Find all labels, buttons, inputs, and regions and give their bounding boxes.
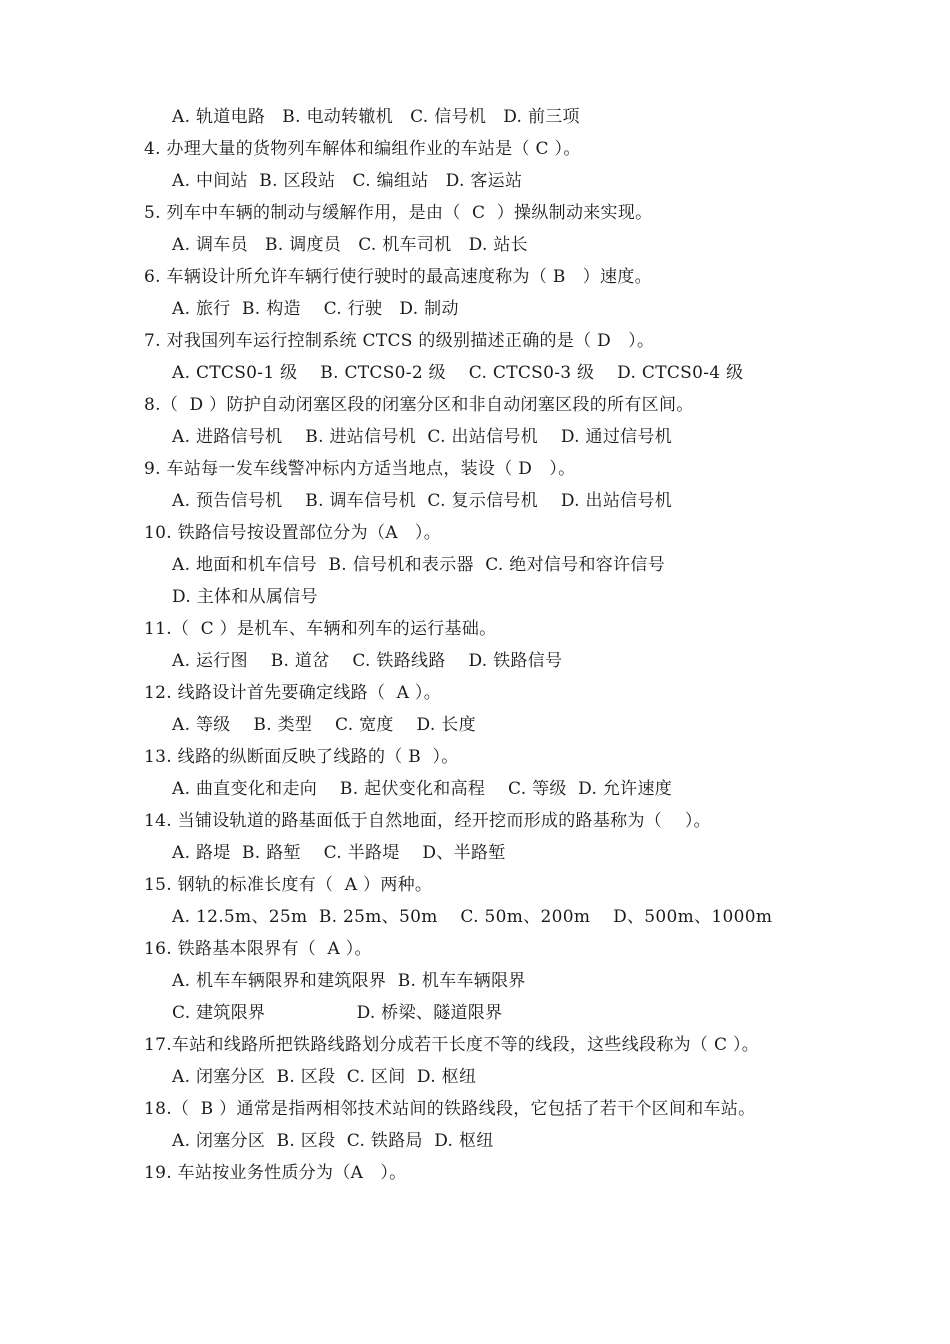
option-line: A. CTCS0-1 级 B. CTCS0-2 级 C. CTCS0-3 级 D. CTCS0-4 级 [172, 363, 744, 383]
option-line: A. 调车员 B. 调度员 C. 机车司机 D. 站长 [172, 235, 528, 255]
option-line: A. 轨道电路 B. 电动转辙机 C. 信号机 D. 前三项 [172, 107, 580, 127]
question-line: 7. 对我国列车运行控制系统 CTCS 的级别描述正确的是（ D ）。 [144, 331, 655, 351]
option-line: A. 曲直变化和走向 B. 起伏变化和高程 C. 等级 D. 允许速度 [172, 779, 673, 799]
option-line: C. 建筑限界 D. 桥梁、隧道限界 [172, 1003, 503, 1023]
question-line: 11.（ C ）是机车、车辆和列车的运行基础。 [144, 619, 497, 639]
question-line: 16. 铁路基本限界有（ A ）。 [144, 939, 372, 959]
question-line: 18.（ B ）通常是指两相邻技术站间的铁路线段，它包括了若干个区间和车站。 [144, 1099, 756, 1119]
option-line: D. 主体和从属信号 [172, 587, 318, 607]
option-line: A. 中间站 B. 区段站 C. 编组站 D. 客运站 [172, 171, 523, 191]
question-line: 15. 钢轨的标准长度有（ A ）两种。 [144, 875, 433, 895]
question-line: 5. 列车中车辆的制动与缓解作用，是由（ C ）操纵制动来实现。 [144, 203, 653, 223]
option-line: A. 12.5m、25m B. 25m、50m C. 50m、200m D、500m、1000m [172, 907, 773, 927]
option-line: A. 进路信号机 B. 进站信号机 C. 出站信号机 D. 通过信号机 [172, 427, 673, 447]
question-line: 9. 车站每一发车线警冲标内方适当地点，装设（ D ）。 [144, 459, 576, 479]
option-line: A. 地面和机车信号 B. 信号机和表示器 C. 绝对信号和容许信号 [172, 555, 666, 575]
question-line: 17.车站和线路所把铁路线路划分成若干长度不等的线段，这些线段称为（ C ）。 [144, 1035, 760, 1055]
option-line: A. 预告信号机 B. 调车信号机 C. 复示信号机 D. 出站信号机 [172, 491, 673, 511]
option-line: A. 路堤 B. 路堑 C. 半路堤 D、半路堑 [172, 843, 506, 863]
option-line: A. 等级 B. 类型 C. 宽度 D. 长度 [172, 715, 476, 735]
question-line: 13. 线路的纵断面反映了线路的（ B ）。 [144, 747, 459, 767]
option-line: A. 闭塞分区 B. 区段 C. 区间 D. 枢纽 [172, 1067, 477, 1087]
question-line: 19. 车站按业务性质分为（A ）。 [144, 1163, 407, 1183]
option-line: A. 旅行 B. 构造 C. 行驶 D. 制动 [172, 299, 459, 319]
option-line: A. 机车车辆限界和建筑限界 B. 机车车辆限界 [172, 971, 526, 991]
question-line: 14. 当铺设轨道的路基面低于自然地面，经开挖而形成的路基称为（ ）。 [144, 811, 711, 831]
question-line: 12. 线路设计首先要确定线路（ A ）。 [144, 683, 442, 703]
question-line: 4. 办理大量的货物列车解体和编组作业的车站是（ C ）。 [144, 139, 581, 159]
question-line: 10. 铁路信号按设置部位分为（A ）。 [144, 523, 442, 543]
question-line: 6. 车辆设计所允许车辆行使行驶时的最高速度称为（ B ）速度。 [144, 267, 652, 287]
option-line: A. 闭塞分区 B. 区段 C. 铁路局 D. 枢纽 [172, 1131, 494, 1151]
question-line: 8.（ D ）防护自动闭塞区段的闭塞分区和非自动闭塞区段的所有区间。 [144, 395, 694, 415]
option-line: A. 运行图 B. 道岔 C. 铁路线路 D. 铁路信号 [172, 651, 563, 671]
